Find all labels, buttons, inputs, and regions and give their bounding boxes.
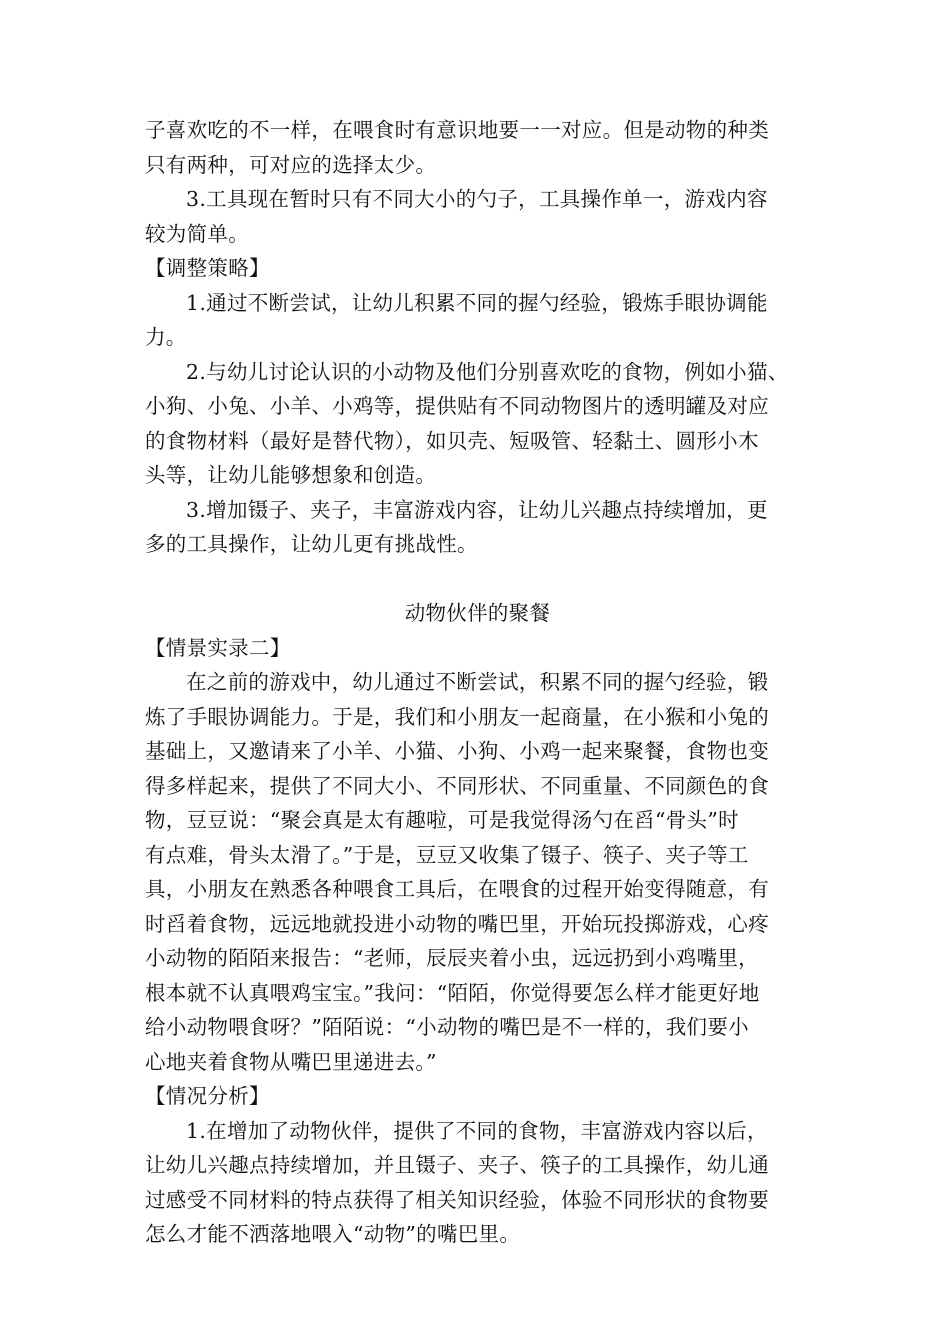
paragraph-line: 头等，让幼儿能够想象和创造。: [145, 463, 437, 487]
section-title: 动物伙伴的聚餐: [404, 601, 551, 625]
paragraph-line: 给小动物喂食呀？”陌陌说：“小动物的嘴巴是不一样的，我们要小: [145, 1015, 749, 1039]
paragraph-line: 怎么才能不洒落地喂入“动物”的嘴巴里。: [145, 1222, 521, 1246]
paragraph-line: 只有两种，可对应的选择太少。: [145, 152, 437, 177]
section-heading-adjustment: 【调整策略】: [145, 256, 270, 280]
paragraph-line: 3.工具现在暂时只有不同大小的勺子，工具操作单一，游戏内容: [186, 187, 768, 211]
paragraph-line: 小动物的陌陌来报告：“老师，辰辰夹着小虫，远远扔到小鸡嘴里，: [145, 946, 759, 970]
paragraph-line: 具，小朋友在熟悉各种喂食工具后，在喂食的过程开始变得随意，有: [145, 877, 769, 901]
paragraph-line: 力。: [145, 325, 187, 349]
paragraph-line: 较为简单。: [145, 221, 249, 246]
paragraph-line: 在之前的游戏中，幼儿通过不断尝试，积累不同的握勺经验，锻: [186, 670, 769, 694]
paragraph-line: 得多样起来，提供了不同大小、不同形状、不同重量、不同颜色的食: [145, 773, 769, 798]
paragraph-line: 的食物材料（最好是替代物），如贝壳、短吸管、轻黏土、圆形小木: [145, 428, 759, 453]
paragraph-line: 多的工具操作，让幼儿更有挑战性。: [145, 532, 478, 556]
paragraph-line: 炼了手眼协调能力。于是，我们和小朋友一起商量，在小猴和小兔的: [145, 704, 769, 729]
paragraph-line: 2.与幼儿讨论认识的小动物及他们分别喜欢吃的食物，例如小猫、: [186, 359, 789, 384]
paragraph-line: 1.在增加了动物伙伴，提供了不同的食物，丰富游戏内容以后，: [186, 1118, 768, 1143]
paragraph-line: 时舀着食物，远远地就投进小动物的嘴巴里，开始玩投掷游戏，心疼: [145, 911, 769, 936]
paragraph-line: 小狗、小兔、小羊、小鸡等，提供贴有不同动物图片的透明罐及对应: [145, 394, 769, 418]
document-body: [145, 113, 810, 1252]
section-heading-analysis: 【情况分析】: [145, 1084, 270, 1108]
paragraph-line: 有点难，骨头太滑了。”于是，豆豆又收集了镊子、筷子、夹子等工: [145, 842, 749, 867]
paragraph-line: 让幼儿兴趣点持续增加，并且镊子、夹子、筷子的工具操作，幼儿通: [145, 1153, 769, 1177]
paragraph-line: 过感受不同材料的特点获得了相关知识经验，体验不同形状的食物要: [145, 1187, 769, 1212]
paragraph-line: 1.通过不断尝试，让幼儿积累不同的握勺经验，锻炼手眼协调能: [186, 290, 768, 315]
spacer: [145, 562, 810, 597]
paragraph-line: 根本就不认真喂鸡宝宝。”我问：“陌陌，你觉得要怎么样才能更好地: [145, 980, 760, 1005]
paragraph-line: 3.增加镊子、夹子，丰富游戏内容，让幼儿兴趣点持续增加，更: [186, 497, 768, 522]
paragraph-line: 物，豆豆说：“聚会真是太有趣啦，可是我觉得汤勺在舀“骨头”时: [145, 808, 739, 832]
paragraph-line: 子喜欢吃的不一样，在喂食时有意识地要一一对应。但是动物的种类: [145, 118, 769, 142]
paragraph-line: 基础上，又邀请来了小羊、小猫、小狗、小鸡一起来聚餐，食物也变: [145, 739, 769, 763]
paragraph-line: 心地夹着食物从嘴巴里递进去。”: [145, 1049, 437, 1074]
section-heading-scene-record: 【情景实录二】: [145, 635, 291, 660]
